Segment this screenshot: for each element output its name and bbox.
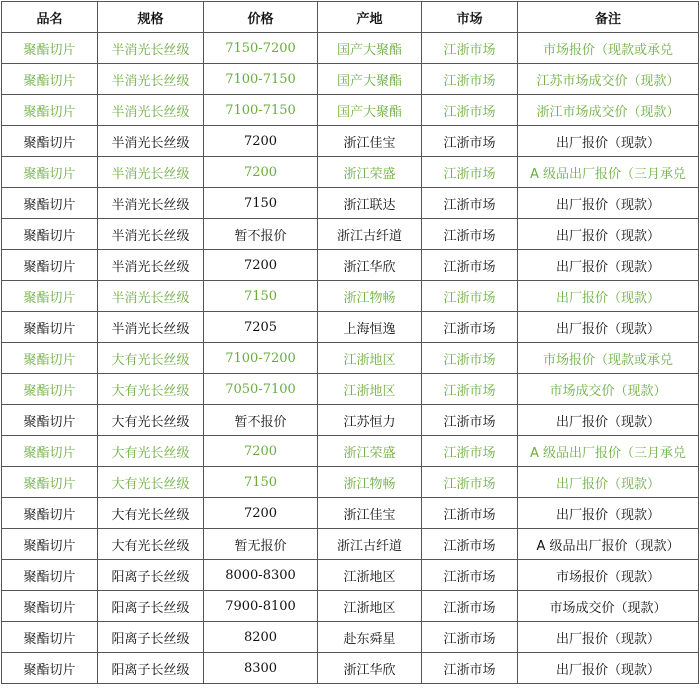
product-name-cell: 聚酯切片 xyxy=(2,436,98,467)
origin-cell: 浙江华欣 xyxy=(318,653,422,684)
origin-cell: 国产大聚酯 xyxy=(318,64,422,95)
market-cell: 江浙市场 xyxy=(422,219,518,250)
table-row xyxy=(2,405,699,436)
origin-cell: 江浙地区 xyxy=(318,343,422,374)
market-cell: 江浙市场 xyxy=(422,374,518,405)
market-cell: 江浙市场 xyxy=(422,498,518,529)
price-cell: 7200 xyxy=(204,250,318,281)
market-cell: 江浙市场 xyxy=(422,622,518,653)
market-cell: 江浙市场 xyxy=(422,157,518,188)
product-name-cell: 聚酯切片 xyxy=(2,250,98,281)
product-name-cell: 聚酯切片 xyxy=(2,405,98,436)
origin-cell: 浙江荣盛 xyxy=(318,436,422,467)
remark-cell: 出厂报价（现款） xyxy=(518,219,699,250)
price-cell: 暂不报价 xyxy=(204,405,318,436)
table-row xyxy=(2,591,699,622)
price-cell: 7200 xyxy=(204,157,318,188)
market-cell: 江浙市场 xyxy=(422,560,518,591)
spec-cell: 半消光长丝级 xyxy=(98,157,204,188)
spec-cell: 大有光长丝级 xyxy=(98,405,204,436)
table-body xyxy=(2,33,699,684)
product-name-cell: 聚酯切片 xyxy=(2,374,98,405)
column-header-name: 品名 xyxy=(2,2,98,33)
product-name-cell: 聚酯切片 xyxy=(2,312,98,343)
origin-cell: 江浙地区 xyxy=(318,560,422,591)
origin-cell: 浙江物畅 xyxy=(318,281,422,312)
price-cell: 7100-7150 xyxy=(204,95,318,126)
spec-cell: 半消光长丝级 xyxy=(98,95,204,126)
product-name-cell: 聚酯切片 xyxy=(2,219,98,250)
remark-cell: 市场报价（现款或承兑 xyxy=(518,33,699,64)
table-row xyxy=(2,281,699,312)
remark-cell: 出厂报价（现款） xyxy=(518,653,699,684)
spec-cell: 阳离子长丝级 xyxy=(98,560,204,591)
spec-cell: 半消光长丝级 xyxy=(98,281,204,312)
market-cell: 江浙市场 xyxy=(422,405,518,436)
remark-cell: 出厂报价（现款） xyxy=(518,467,699,498)
spec-cell: 半消光长丝级 xyxy=(98,188,204,219)
table-row xyxy=(2,653,699,684)
table-row xyxy=(2,157,699,188)
market-cell: 江浙市场 xyxy=(422,281,518,312)
product-name-cell: 聚酯切片 xyxy=(2,281,98,312)
origin-cell: 江苏恒力 xyxy=(318,405,422,436)
origin-cell: 浙江佳宝 xyxy=(318,498,422,529)
remark-cell: A 级品出厂报价（三月承兑 xyxy=(518,157,699,188)
price-cell: 7100-7200 xyxy=(204,343,318,374)
remark-cell: 市场报价（现款或承兑 xyxy=(518,343,699,374)
price-table xyxy=(1,1,699,684)
spec-cell: 阳离子长丝级 xyxy=(98,622,204,653)
price-cell: 7050-7100 xyxy=(204,374,318,405)
product-name-cell: 聚酯切片 xyxy=(2,653,98,684)
price-cell: 暂不报价 xyxy=(204,219,318,250)
origin-cell: 浙江荣盛 xyxy=(318,157,422,188)
remark-cell: 市场成交价（现款） xyxy=(518,374,699,405)
spec-cell: 大有光长丝级 xyxy=(98,498,204,529)
market-cell: 江浙市场 xyxy=(422,467,518,498)
price-cell: 7200 xyxy=(204,126,318,157)
table-row xyxy=(2,126,699,157)
spec-cell: 阳离子长丝级 xyxy=(98,591,204,622)
price-cell: 7150 xyxy=(204,188,318,219)
product-name-cell: 聚酯切片 xyxy=(2,529,98,560)
origin-cell: 国产大聚酯 xyxy=(318,95,422,126)
spec-cell: 大有光长丝级 xyxy=(98,467,204,498)
origin-cell: 浙江佳宝 xyxy=(318,126,422,157)
remark-cell: 出厂报价（现款） xyxy=(518,250,699,281)
column-header-market: 市场 xyxy=(422,2,518,33)
spec-cell: 大有光长丝级 xyxy=(98,374,204,405)
header-row xyxy=(2,2,699,33)
price-cell: 7150 xyxy=(204,281,318,312)
table-row xyxy=(2,467,699,498)
price-cell: 7900-8100 xyxy=(204,591,318,622)
spec-cell: 大有光长丝级 xyxy=(98,436,204,467)
remark-cell: 浙江市场成交价（现款） xyxy=(518,95,699,126)
remark-cell: 出厂报价（现款） xyxy=(518,126,699,157)
spec-cell: 大有光长丝级 xyxy=(98,529,204,560)
remark-cell: 江苏市场成交价（现款） xyxy=(518,64,699,95)
price-cell: 7200 xyxy=(204,498,318,529)
price-cell: 7205 xyxy=(204,312,318,343)
origin-cell: 上海恒逸 xyxy=(318,312,422,343)
column-header-remark: 备注 xyxy=(518,2,699,33)
market-cell: 江浙市场 xyxy=(422,591,518,622)
market-cell: 江浙市场 xyxy=(422,250,518,281)
origin-cell: 江浙地区 xyxy=(318,591,422,622)
table-row xyxy=(2,64,699,95)
spec-cell: 半消光长丝级 xyxy=(98,219,204,250)
remark-cell: 出厂报价（现款） xyxy=(518,498,699,529)
market-cell: 江浙市场 xyxy=(422,436,518,467)
table-row xyxy=(2,374,699,405)
spec-cell: 半消光长丝级 xyxy=(98,250,204,281)
table-row xyxy=(2,436,699,467)
remark-cell: 出厂报价（现款） xyxy=(518,281,699,312)
remark-cell: 出厂报价（现款） xyxy=(518,405,699,436)
product-name-cell: 聚酯切片 xyxy=(2,33,98,64)
price-cell: 7200 xyxy=(204,436,318,467)
column-header-spec: 规格 xyxy=(98,2,204,33)
product-name-cell: 聚酯切片 xyxy=(2,498,98,529)
origin-cell: 江浙地区 xyxy=(318,374,422,405)
market-cell: 江浙市场 xyxy=(422,343,518,374)
remark-cell: 出厂报价（现款） xyxy=(518,622,699,653)
remark-cell: A 级品出厂报价（现款） xyxy=(518,529,699,560)
product-name-cell: 聚酯切片 xyxy=(2,64,98,95)
origin-cell: 浙江联达 xyxy=(318,188,422,219)
product-name-cell: 聚酯切片 xyxy=(2,467,98,498)
spec-cell: 大有光长丝级 xyxy=(98,343,204,374)
column-header-origin: 产地 xyxy=(318,2,422,33)
table-row xyxy=(2,95,699,126)
spec-cell: 半消光长丝级 xyxy=(98,64,204,95)
product-name-cell: 聚酯切片 xyxy=(2,343,98,374)
table-row xyxy=(2,250,699,281)
table-row xyxy=(2,219,699,250)
market-cell: 江浙市场 xyxy=(422,126,518,157)
column-header-price: 价格 xyxy=(204,2,318,33)
remark-cell: 出厂报价（现款） xyxy=(518,312,699,343)
spec-cell: 半消光长丝级 xyxy=(98,312,204,343)
origin-cell: 浙江物畅 xyxy=(318,467,422,498)
product-name-cell: 聚酯切片 xyxy=(2,157,98,188)
remark-cell: 出厂报价（现款） xyxy=(518,188,699,219)
table-row xyxy=(2,560,699,591)
table-row xyxy=(2,529,699,560)
market-cell: 江浙市场 xyxy=(422,95,518,126)
spec-cell: 半消光长丝级 xyxy=(98,33,204,64)
remark-cell: 市场成交价（现款） xyxy=(518,591,699,622)
table-row xyxy=(2,312,699,343)
origin-cell: 浙江古纤道 xyxy=(318,219,422,250)
spec-cell: 阳离子长丝级 xyxy=(98,653,204,684)
table-row xyxy=(2,188,699,219)
price-cell: 8300 xyxy=(204,653,318,684)
spec-cell: 半消光长丝级 xyxy=(98,126,204,157)
table-row xyxy=(2,622,699,653)
price-cell: 暂无报价 xyxy=(204,529,318,560)
price-cell: 7100-7150 xyxy=(204,64,318,95)
product-name-cell: 聚酯切片 xyxy=(2,126,98,157)
origin-cell: 浙江古纤道 xyxy=(318,529,422,560)
market-cell: 江浙市场 xyxy=(422,653,518,684)
table-row xyxy=(2,498,699,529)
product-name-cell: 聚酯切片 xyxy=(2,622,98,653)
market-cell: 江浙市场 xyxy=(422,312,518,343)
product-name-cell: 聚酯切片 xyxy=(2,188,98,219)
origin-cell: 浙江华欣 xyxy=(318,250,422,281)
table-row xyxy=(2,343,699,374)
table-row xyxy=(2,33,699,64)
remark-cell: 市场报价（现款） xyxy=(518,560,699,591)
price-cell: 7150-7200 xyxy=(204,33,318,64)
product-name-cell: 聚酯切片 xyxy=(2,95,98,126)
price-cell: 8000-8300 xyxy=(204,560,318,591)
market-cell: 江浙市场 xyxy=(422,188,518,219)
origin-cell: 赴东舜星 xyxy=(318,622,422,653)
remark-cell: A 级品出厂报价（三月承兑 xyxy=(518,436,699,467)
market-cell: 江浙市场 xyxy=(422,64,518,95)
market-cell: 江浙市场 xyxy=(422,529,518,560)
product-name-cell: 聚酯切片 xyxy=(2,591,98,622)
price-cell: 7150 xyxy=(204,467,318,498)
origin-cell: 国产大聚酯 xyxy=(318,33,422,64)
price-cell: 8200 xyxy=(204,622,318,653)
market-cell: 江浙市场 xyxy=(422,33,518,64)
product-name-cell: 聚酯切片 xyxy=(2,560,98,591)
